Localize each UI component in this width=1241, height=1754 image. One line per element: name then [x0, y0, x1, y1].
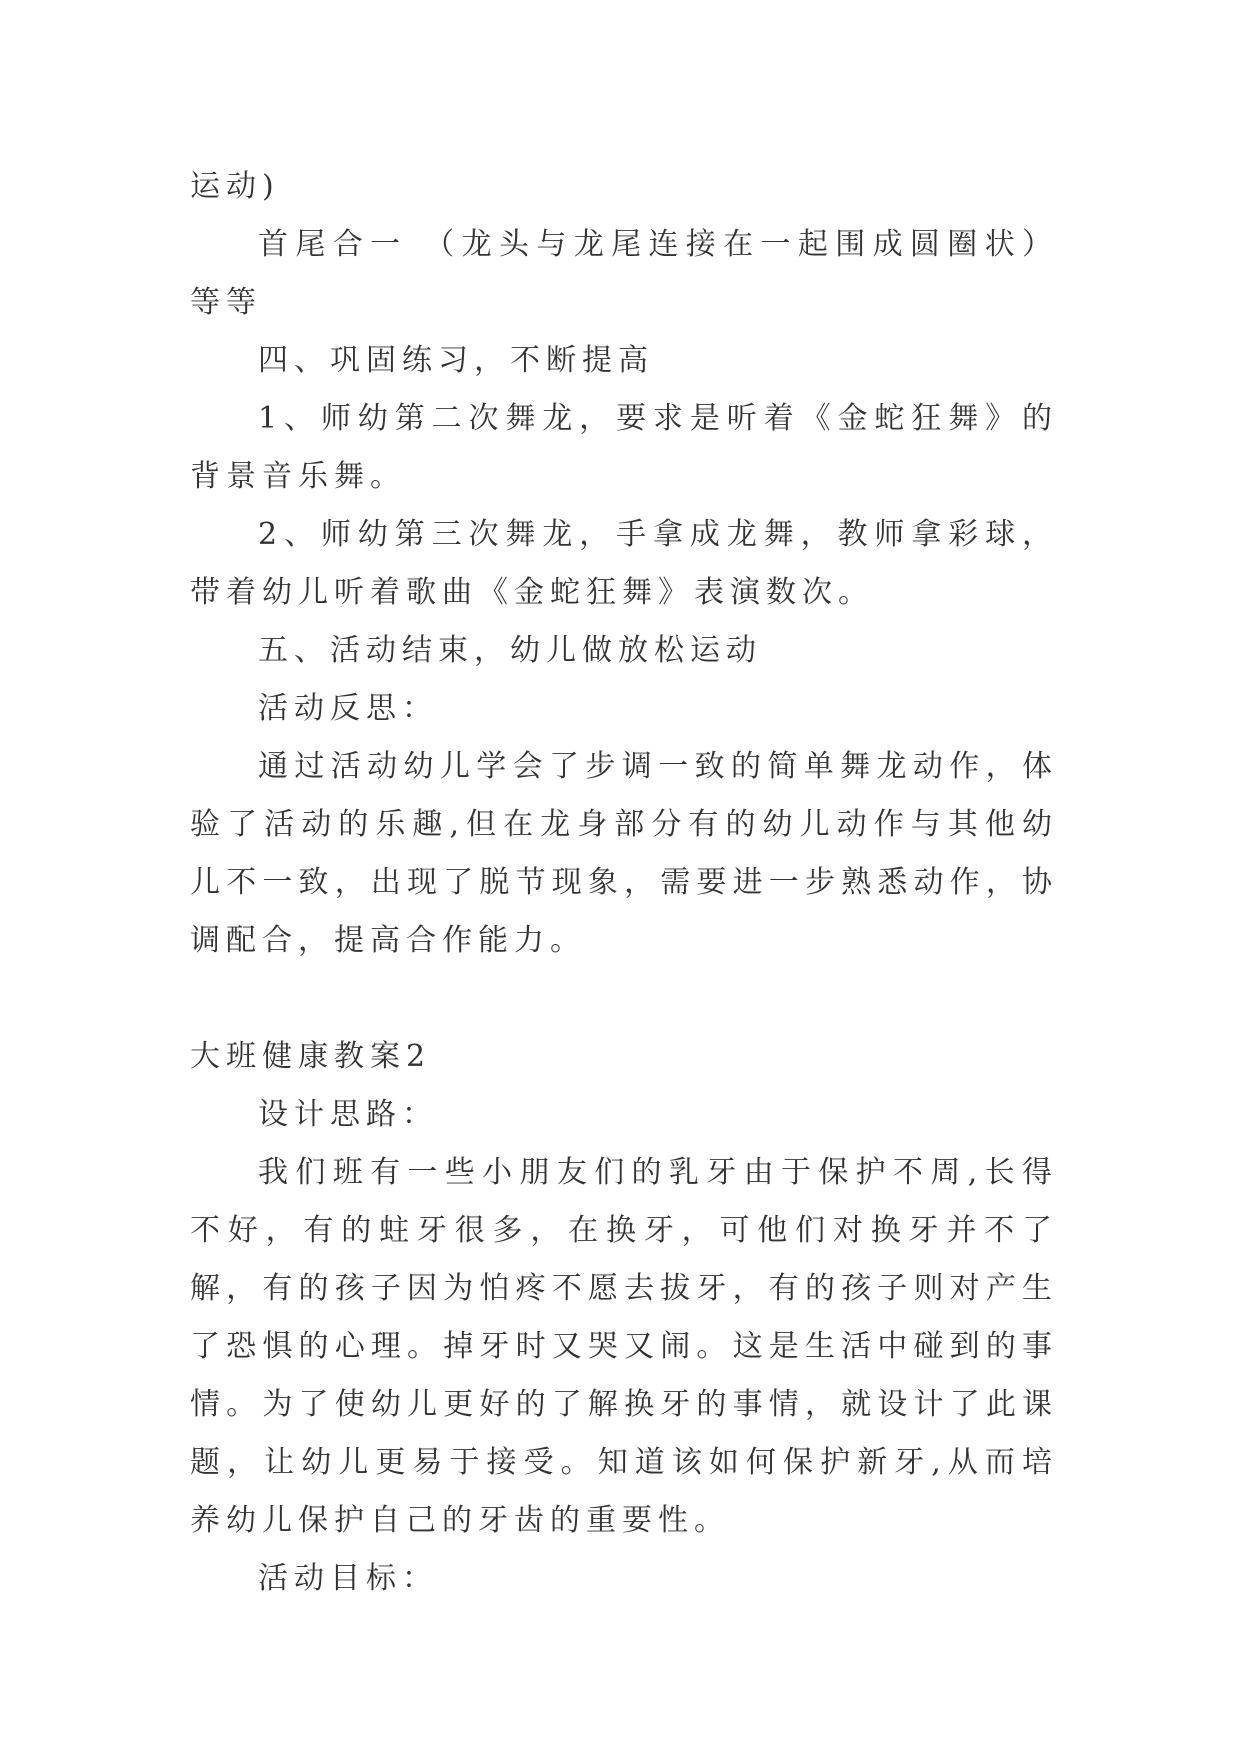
section-heading-goals: 活动目标： [258, 1561, 438, 1596]
paragraph-continuation: 运动) [190, 169, 280, 204]
blank-line [190, 970, 1058, 1028]
section-heading-practice: 四、巩固练习，不断提高 [258, 343, 654, 378]
section-heading-design: 设计思路： [258, 1097, 438, 1132]
paragraph-reflection: 通过活动幼儿学会了步调一致的简单舞龙动作，体验了活动的乐趣,但在龙身部分有的幼儿动作与其他幼儿不一致，出现了脱节现象，需要进一步熟悉动作，协调配合，提高合作能力。 [190, 749, 1058, 958]
paragraph-step-1: 1、师幼第二次舞龙，要求是听着《金蛇狂舞》的背景音乐舞。 [190, 401, 1058, 494]
paragraph-design: 我们班有一些小朋友们的乳牙由于保护不周,长得不好，有的蛀牙很多，在换牙，可他们对换牙并不了解，有的孩子因为怕疼不愿去拔牙，有的孩子则对产生了恐惧的心理。掉牙时又哭又闹。这是生活中碰到的事情。为了使幼儿更好的了解换牙的事情，就设计了此课题，让幼儿更易于接受。知道该如何保护新牙,从而培养幼儿保护自己的牙齿的重要性。 [190, 1155, 1058, 1538]
paragraph-head-tail: 首尾合一 （龙头与龙尾连接在一起围成圆圈状） 等等 [190, 227, 1058, 320]
section-heading-end: 五、活动结束，幼儿做放松运动 [258, 633, 762, 668]
section-heading-reflection: 活动反思： [258, 691, 438, 726]
lesson-title: 大班健康教案2 [190, 1039, 432, 1074]
paragraph-step-2: 2、师幼第三次舞龙，手拿成龙舞，教师拿彩球，带着幼儿听着歌曲《金蛇狂舞》表演数次。 [190, 517, 1058, 610]
document-body [190, 158, 1058, 1608]
